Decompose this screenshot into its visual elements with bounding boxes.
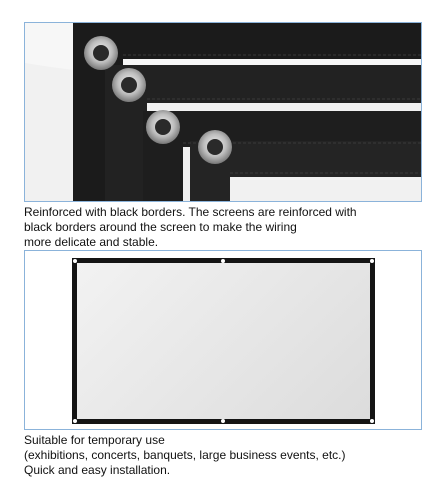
grommet-icon xyxy=(73,419,77,423)
screen-surface xyxy=(77,263,370,419)
grommet-icon xyxy=(221,419,225,423)
projection-screen-image xyxy=(24,250,422,430)
grommet-border-illustration xyxy=(25,23,422,202)
grommet-icon xyxy=(370,259,374,263)
bottom-caption: Suitable for temporary use (exhibitions, concerts, banquets, large business events, etc.) Quick and easy installation. xyxy=(24,433,346,477)
grommet-border-photo xyxy=(24,22,422,202)
grommet-icon xyxy=(73,259,77,263)
grommet-icon xyxy=(221,259,225,263)
screen-black-border xyxy=(72,258,375,424)
grommet-icon xyxy=(370,419,374,423)
black-border-strips xyxy=(73,23,422,202)
top-caption: Reinforced with black borders. The screens are reinforced with black borders around the screen to make the wiring more delicate and stable. xyxy=(24,205,357,249)
